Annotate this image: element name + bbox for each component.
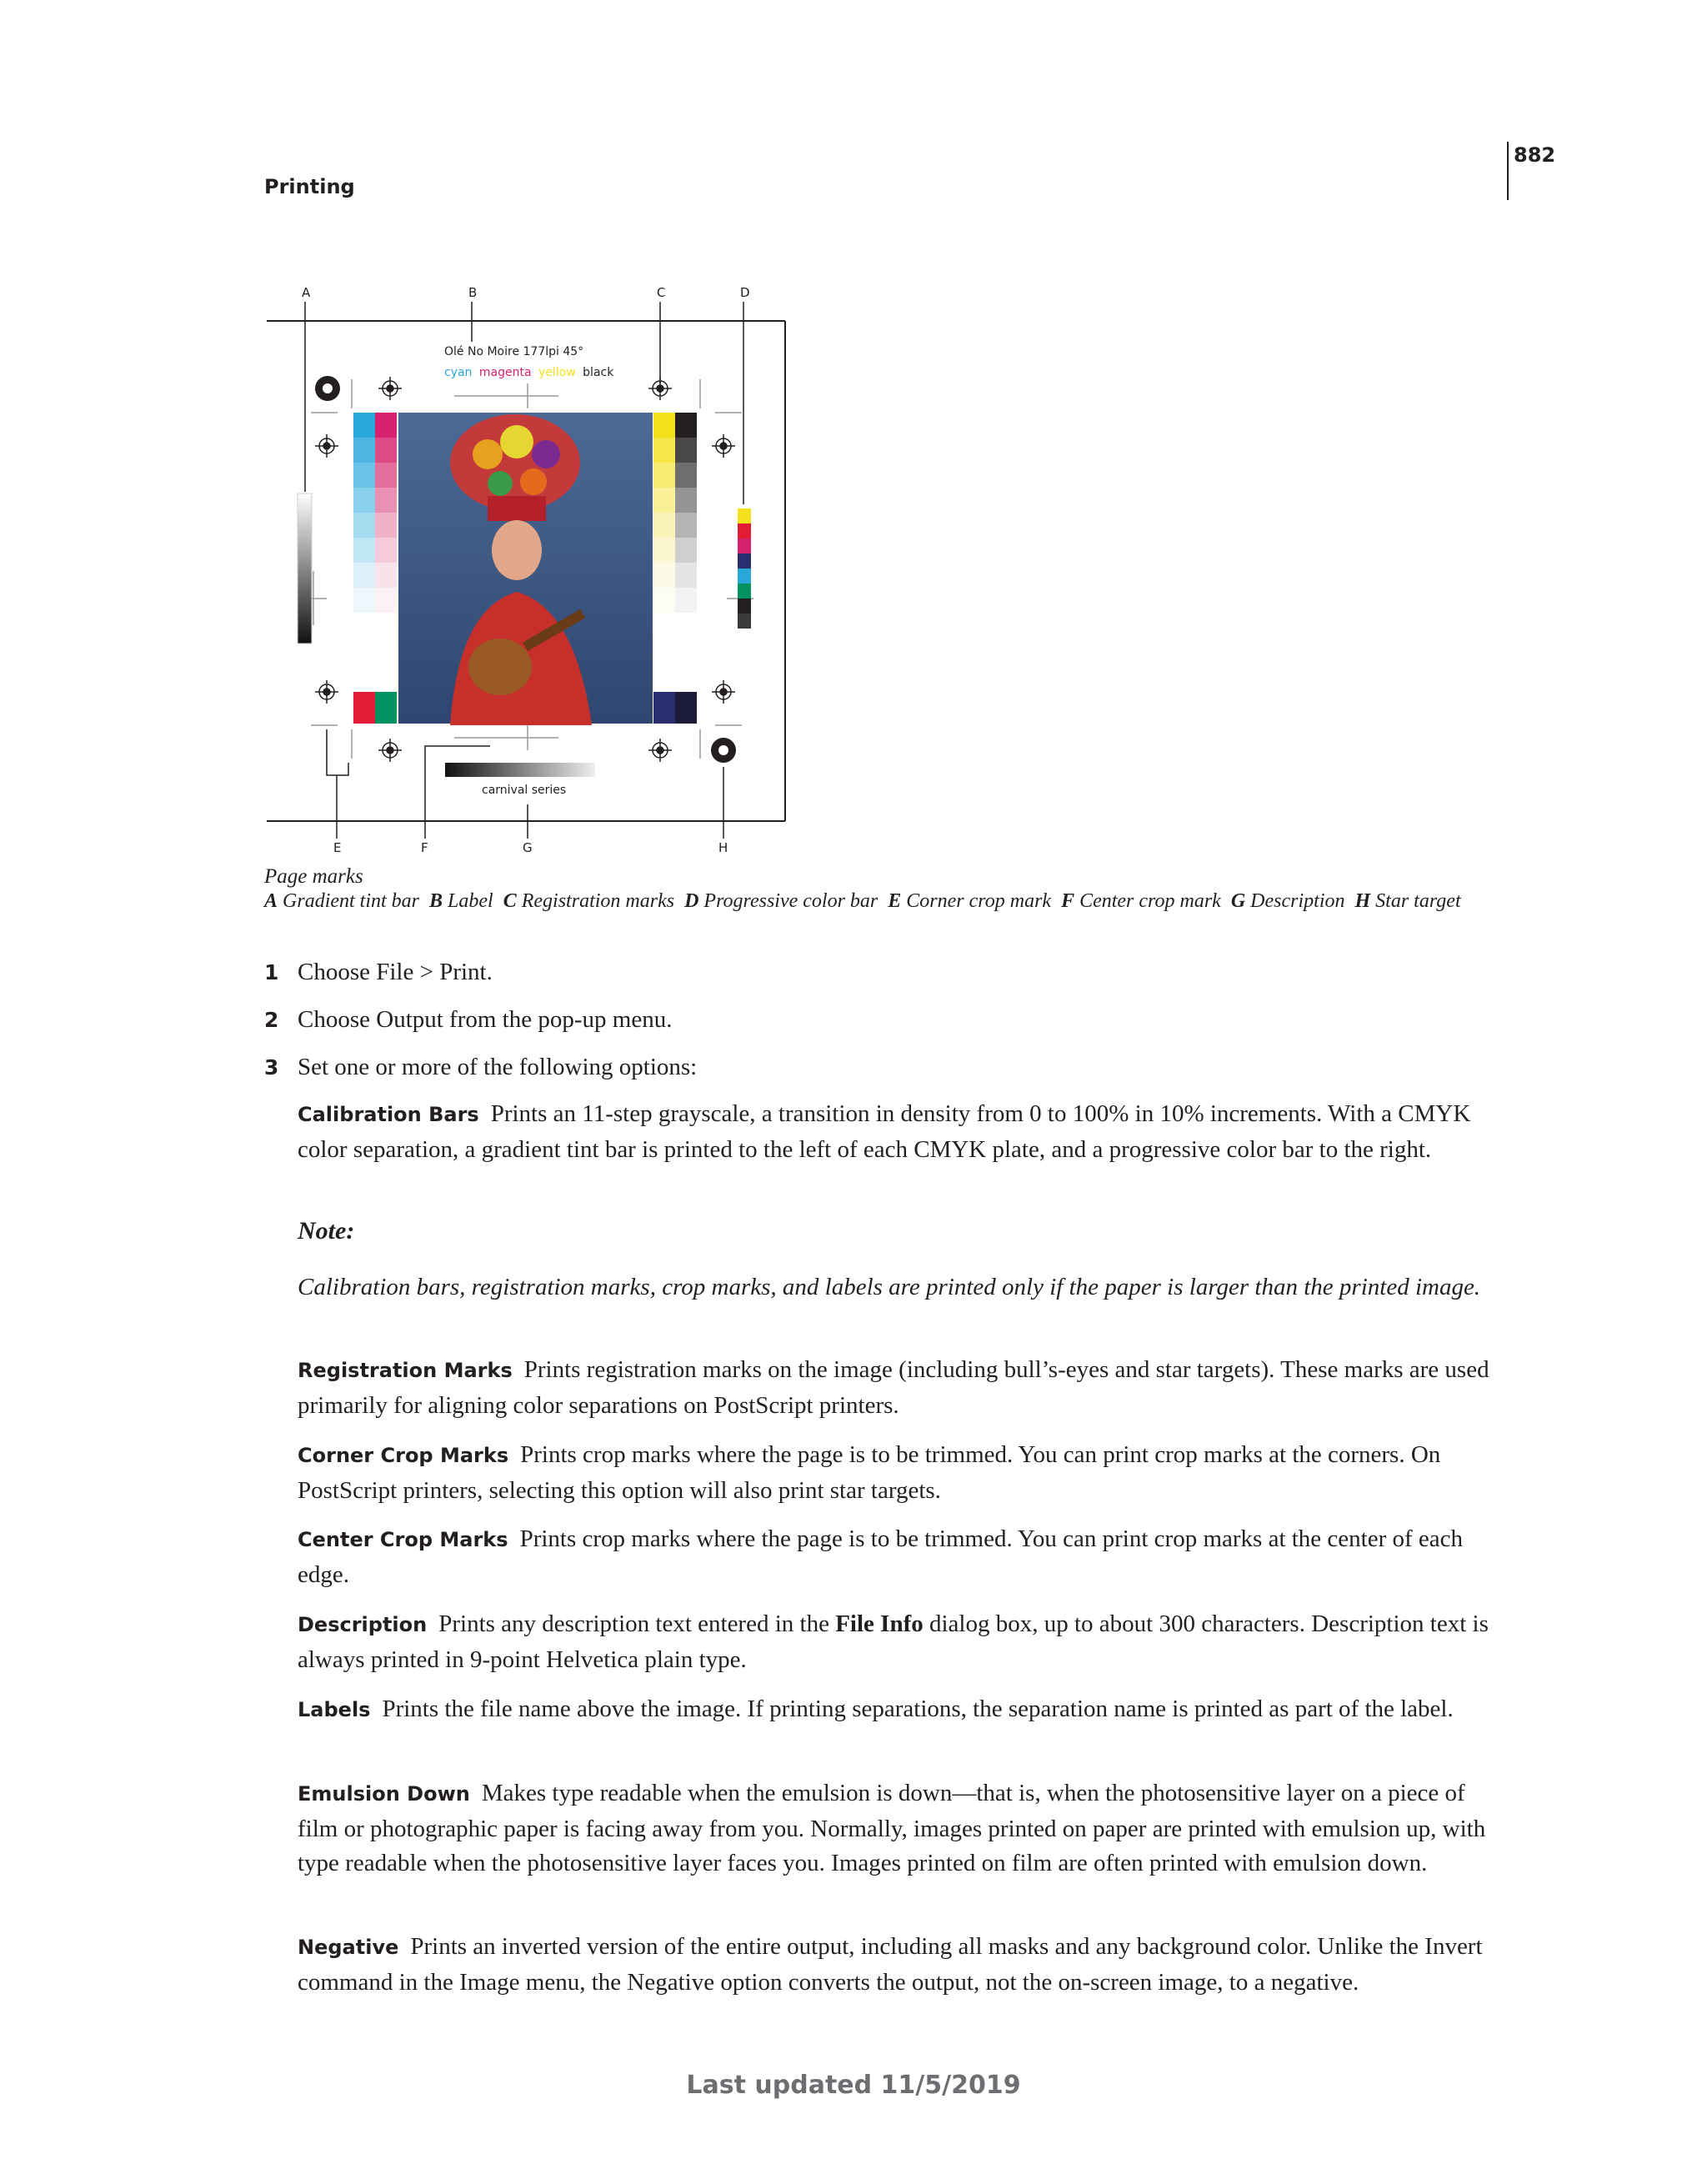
note-text: Calibration bars, registration marks, crop marks, and labels are printed only if the paper is larger than the printed image.: [298, 1274, 1481, 1300]
description-gradient-bar: [445, 763, 595, 777]
option-term: Corner Crop Marks: [298, 1444, 509, 1467]
option-term: Negative: [298, 1936, 399, 1959]
page-marks-figure: [250, 275, 817, 859]
callout-d: D: [740, 285, 750, 300]
callout-h: H: [718, 840, 728, 855]
figure-label-colors: [444, 366, 614, 379]
option-registration-marks: [298, 1353, 1498, 1423]
option-text: Prints an 11-step grayscale, a transition in density from 0 to 100% in 10% increments. With a CMYK color separation, a gradient tint bar is printed to the left of each CMYK plate, and a progressive color bar to the right.: [298, 1100, 1471, 1163]
legend-text-g: Description: [1250, 890, 1345, 912]
footer-last-updated: Last updated 11/5/2019: [686, 2071, 1021, 2100]
caption-title: Page marks: [264, 865, 363, 888]
star-target-top-left: [315, 376, 340, 401]
option-term: Calibration Bars: [298, 1103, 479, 1126]
gradient-tint-bar: [298, 493, 312, 644]
figure-label-text: Olé No Moire 177lpi 45°: [444, 345, 584, 358]
option-text: Prints the file name above the image. If printing separations, the separation name is printed as part of the label.: [382, 1696, 1454, 1722]
step-1: [264, 959, 493, 986]
legend-text-d: Progressive color bar: [703, 890, 879, 912]
step-number: 3: [264, 1055, 279, 1079]
option-labels: [298, 1692, 1498, 1728]
page-number: 882: [1514, 143, 1556, 167]
step-number: 1: [264, 960, 279, 984]
legend-key-h: H: [1354, 890, 1371, 912]
legend-key-b: B: [429, 890, 443, 912]
option-emulsion-down: [298, 1776, 1498, 1881]
step-number: 2: [264, 1008, 279, 1032]
header-rule: [1507, 142, 1509, 200]
callout-g: G: [523, 840, 533, 855]
legend-key-e: E: [888, 890, 902, 912]
callout-a: A: [302, 285, 311, 300]
option-calibration-bars: [298, 1097, 1498, 1167]
legend-key-a: A: [264, 890, 278, 912]
legend-text-b: Label: [448, 890, 493, 912]
label-cyan: cyan: [444, 366, 473, 379]
figure-description-text: carnival series: [482, 784, 567, 797]
right-tint-columns: [653, 413, 697, 724]
option-text: Makes type readable when the emulsion is down—that is, when the photosensitive layer on a piece of film or photographic paper is facing away from you. Normally, images printed on paper are printed with emulsion up, with type readable when the photosensitive layer faces you. Images printed on film are often printed with emulsion down.: [298, 1780, 1486, 1876]
option-term: Center Crop Marks: [298, 1528, 508, 1551]
legend-text-f: Center crop mark: [1079, 890, 1221, 912]
option-negative: [298, 1930, 1498, 2000]
file-info-label: File Info: [835, 1610, 924, 1637]
label-black: black: [583, 366, 614, 379]
progressive-color-bar: [738, 508, 751, 629]
legend-text-a: Gradient tint bar: [283, 890, 420, 912]
option-text: Prints crop marks where the page is to be trimmed. You can print crop marks at the corners. On PostScript printers, selecting this option will also print star targets.: [298, 1441, 1441, 1504]
left-tint-columns: [353, 413, 397, 724]
caption-legend: [264, 890, 1461, 913]
legend-key-c: C: [503, 890, 517, 912]
legend-text-e: Corner crop mark: [906, 890, 1052, 912]
callout-e: E: [333, 840, 342, 855]
option-center-crop-marks: [298, 1522, 1498, 1592]
option-text: Prints crop marks where the page is to be trimmed. You can print crop marks at the center of each edge.: [298, 1525, 1464, 1588]
label-magenta: magenta: [478, 366, 532, 379]
option-term: Labels: [298, 1698, 371, 1721]
carnival-photo: [398, 413, 653, 725]
step-text: Choose Output from the pop-up menu.: [298, 1006, 673, 1033]
option-term: Registration Marks: [298, 1359, 513, 1382]
callout-f: F: [421, 840, 428, 855]
legend-text-c: Registration marks: [521, 890, 675, 912]
option-text-after: dialog box, up to about 300 characters. Description text is always printed in 9-point Helvetica plain type.: [298, 1610, 1489, 1673]
option-text: Prints registration marks on the image (including bull’s-eyes and star targets). These marks are used primarily for aligning color separations on PostScript printers.: [298, 1356, 1489, 1419]
legend-key-g: G: [1230, 890, 1246, 912]
option-text-before: Prints any description text entered in the: [438, 1610, 829, 1637]
step-2: [264, 1006, 672, 1034]
step-text: Choose File > Print.: [298, 959, 493, 985]
callout-b: B: [468, 285, 478, 300]
option-corner-crop-marks: [298, 1438, 1498, 1508]
legend-key-d: D: [684, 890, 699, 912]
step-text: Set one or more of the following options:: [298, 1054, 698, 1080]
option-term: Description: [298, 1613, 428, 1636]
note-label: Note:: [298, 1217, 355, 1245]
callout-c: C: [657, 285, 666, 300]
page-marks-illustration: [250, 275, 817, 859]
step-3: [264, 1054, 697, 1081]
section-title: Printing: [264, 175, 355, 198]
label-yellow: yellow: [538, 366, 576, 379]
option-term: Emulsion Down: [298, 1782, 470, 1806]
option-description: [298, 1607, 1498, 1677]
legend-key-f: F: [1061, 890, 1075, 912]
star-target-bottom-right: [711, 738, 736, 763]
option-text: Prints an inverted version of the entire output, including all masks and any background color. Unlike the Invert command in the Image menu, the Negative option converts the output, not the on-screen image, to a negative.: [298, 1933, 1483, 1996]
legend-text-h: Star target: [1375, 890, 1461, 912]
